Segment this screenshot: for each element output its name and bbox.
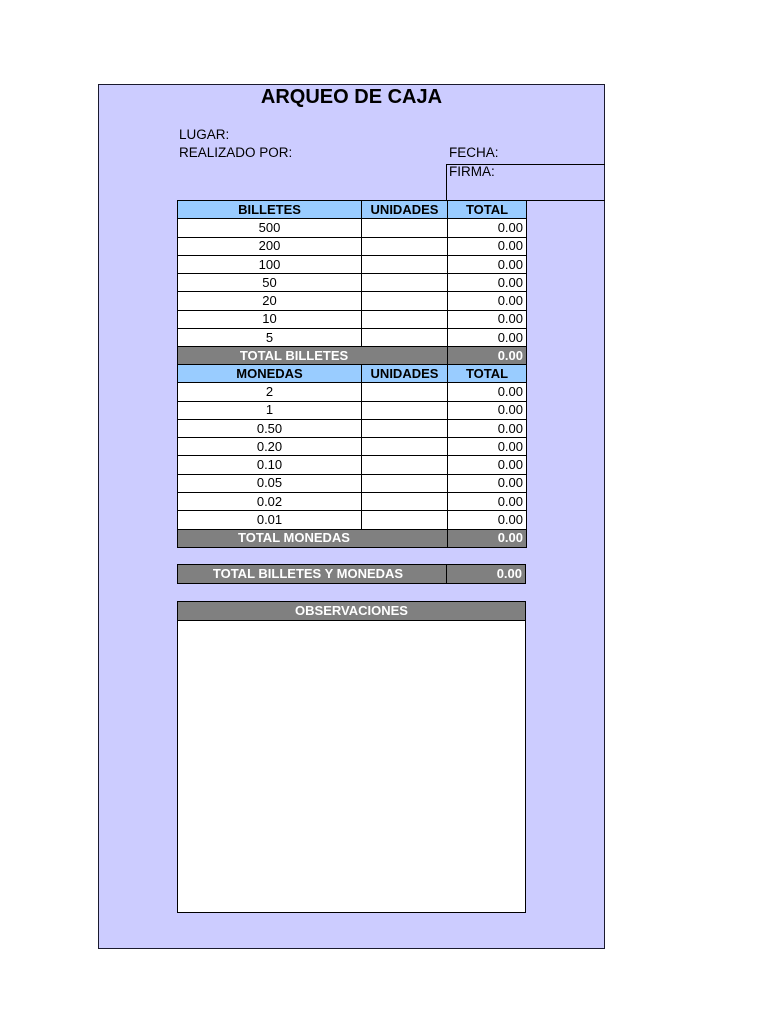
billetes-header-row [178, 201, 527, 219]
monedas-header-row [178, 365, 527, 383]
unidades-cell[interactable] [362, 310, 448, 328]
document-title: ARQUEO DE CAJA [260, 86, 443, 108]
denominacion-cell: 0.10 [178, 456, 362, 474]
denominacion-cell: 0.01 [178, 511, 362, 529]
unidades-cell[interactable] [362, 511, 448, 529]
table-row [178, 292, 527, 310]
total-cell: 0.00 [448, 456, 527, 474]
billetes-table [177, 200, 527, 366]
table-row [178, 310, 527, 328]
total-cell: 0.00 [448, 292, 527, 310]
denominacion-cell: 0.50 [178, 419, 362, 437]
unidades-cell[interactable] [362, 383, 448, 401]
table-row [178, 456, 527, 474]
monedas-table [177, 364, 527, 548]
denominacion-cell: 20 [178, 292, 362, 310]
unidades-header: UNIDADES [362, 201, 448, 219]
unidades-cell[interactable] [362, 456, 448, 474]
unidades-header: UNIDADES [362, 365, 448, 383]
table-row [178, 419, 527, 437]
total-header: TOTAL [448, 365, 527, 383]
billetes-total-label: TOTAL BILLETES [178, 347, 448, 365]
table-row [178, 255, 527, 273]
table-row [178, 401, 527, 419]
table-row [178, 237, 527, 255]
unidades-cell[interactable] [362, 474, 448, 492]
total-cell: 0.00 [448, 255, 527, 273]
total-cell: 0.00 [448, 274, 527, 292]
total-cell: 0.00 [448, 474, 527, 492]
table-row [178, 493, 527, 511]
fecha-label: FECHA: [449, 145, 499, 160]
total-cell: 0.00 [448, 383, 527, 401]
total-cell: 0.00 [448, 329, 527, 347]
monedas-header: MONEDAS [178, 365, 362, 383]
total-cell: 0.00 [448, 493, 527, 511]
unidades-cell[interactable] [362, 438, 448, 456]
denominacion-cell: 0.20 [178, 438, 362, 456]
denominacion-cell: 200 [178, 237, 362, 255]
total-cell: 0.00 [448, 310, 527, 328]
total-cell: 0.00 [448, 511, 527, 529]
unidades-cell[interactable] [362, 401, 448, 419]
total-header: TOTAL [448, 201, 527, 219]
unidades-cell[interactable] [362, 329, 448, 347]
table-row [178, 438, 527, 456]
billetes-total-row [178, 347, 527, 365]
lugar-label: LUGAR: [179, 127, 230, 142]
unidades-cell[interactable] [362, 419, 448, 437]
table-row [178, 511, 527, 529]
billetes-total-value: 0.00 [448, 347, 527, 365]
table-row [178, 274, 527, 292]
total-cell: 0.00 [448, 438, 527, 456]
denominacion-cell: 0.05 [178, 474, 362, 492]
total-cell: 0.00 [448, 237, 527, 255]
denominacion-cell: 10 [178, 310, 362, 328]
denominacion-cell: 500 [178, 219, 362, 237]
total-cell: 0.00 [448, 419, 527, 437]
grand-total-label: TOTAL BILLETES Y MONEDAS [178, 565, 447, 583]
denominacion-cell: 2 [178, 383, 362, 401]
total-cell: 0.00 [448, 401, 527, 419]
unidades-cell[interactable] [362, 219, 448, 237]
monedas-total-row [178, 529, 527, 547]
table-row [178, 474, 527, 492]
denominacion-cell: 0.02 [178, 493, 362, 511]
grand-total-value: 0.00 [496, 566, 522, 581]
firma-label: FIRMA: [449, 164, 495, 179]
denominacion-cell: 50 [178, 274, 362, 292]
observaciones-header: OBSERVACIONES [177, 601, 526, 621]
unidades-cell[interactable] [362, 292, 448, 310]
realizado-por-label: REALIZADO POR: [179, 145, 293, 160]
unidades-cell[interactable] [362, 237, 448, 255]
table-row [178, 383, 527, 401]
unidades-cell[interactable] [362, 493, 448, 511]
monedas-total-value: 0.00 [448, 529, 527, 547]
grand-total-row [177, 564, 526, 584]
denominacion-cell: 5 [178, 329, 362, 347]
total-cell: 0.00 [448, 219, 527, 237]
denominacion-cell: 100 [178, 255, 362, 273]
denominacion-cell: 1 [178, 401, 362, 419]
table-row [178, 219, 527, 237]
unidades-cell[interactable] [362, 255, 448, 273]
observaciones-box[interactable] [177, 620, 526, 913]
billetes-header: BILLETES [178, 201, 362, 219]
table-row [178, 329, 527, 347]
monedas-total-label: TOTAL MONEDAS [178, 529, 448, 547]
unidades-cell[interactable] [362, 274, 448, 292]
